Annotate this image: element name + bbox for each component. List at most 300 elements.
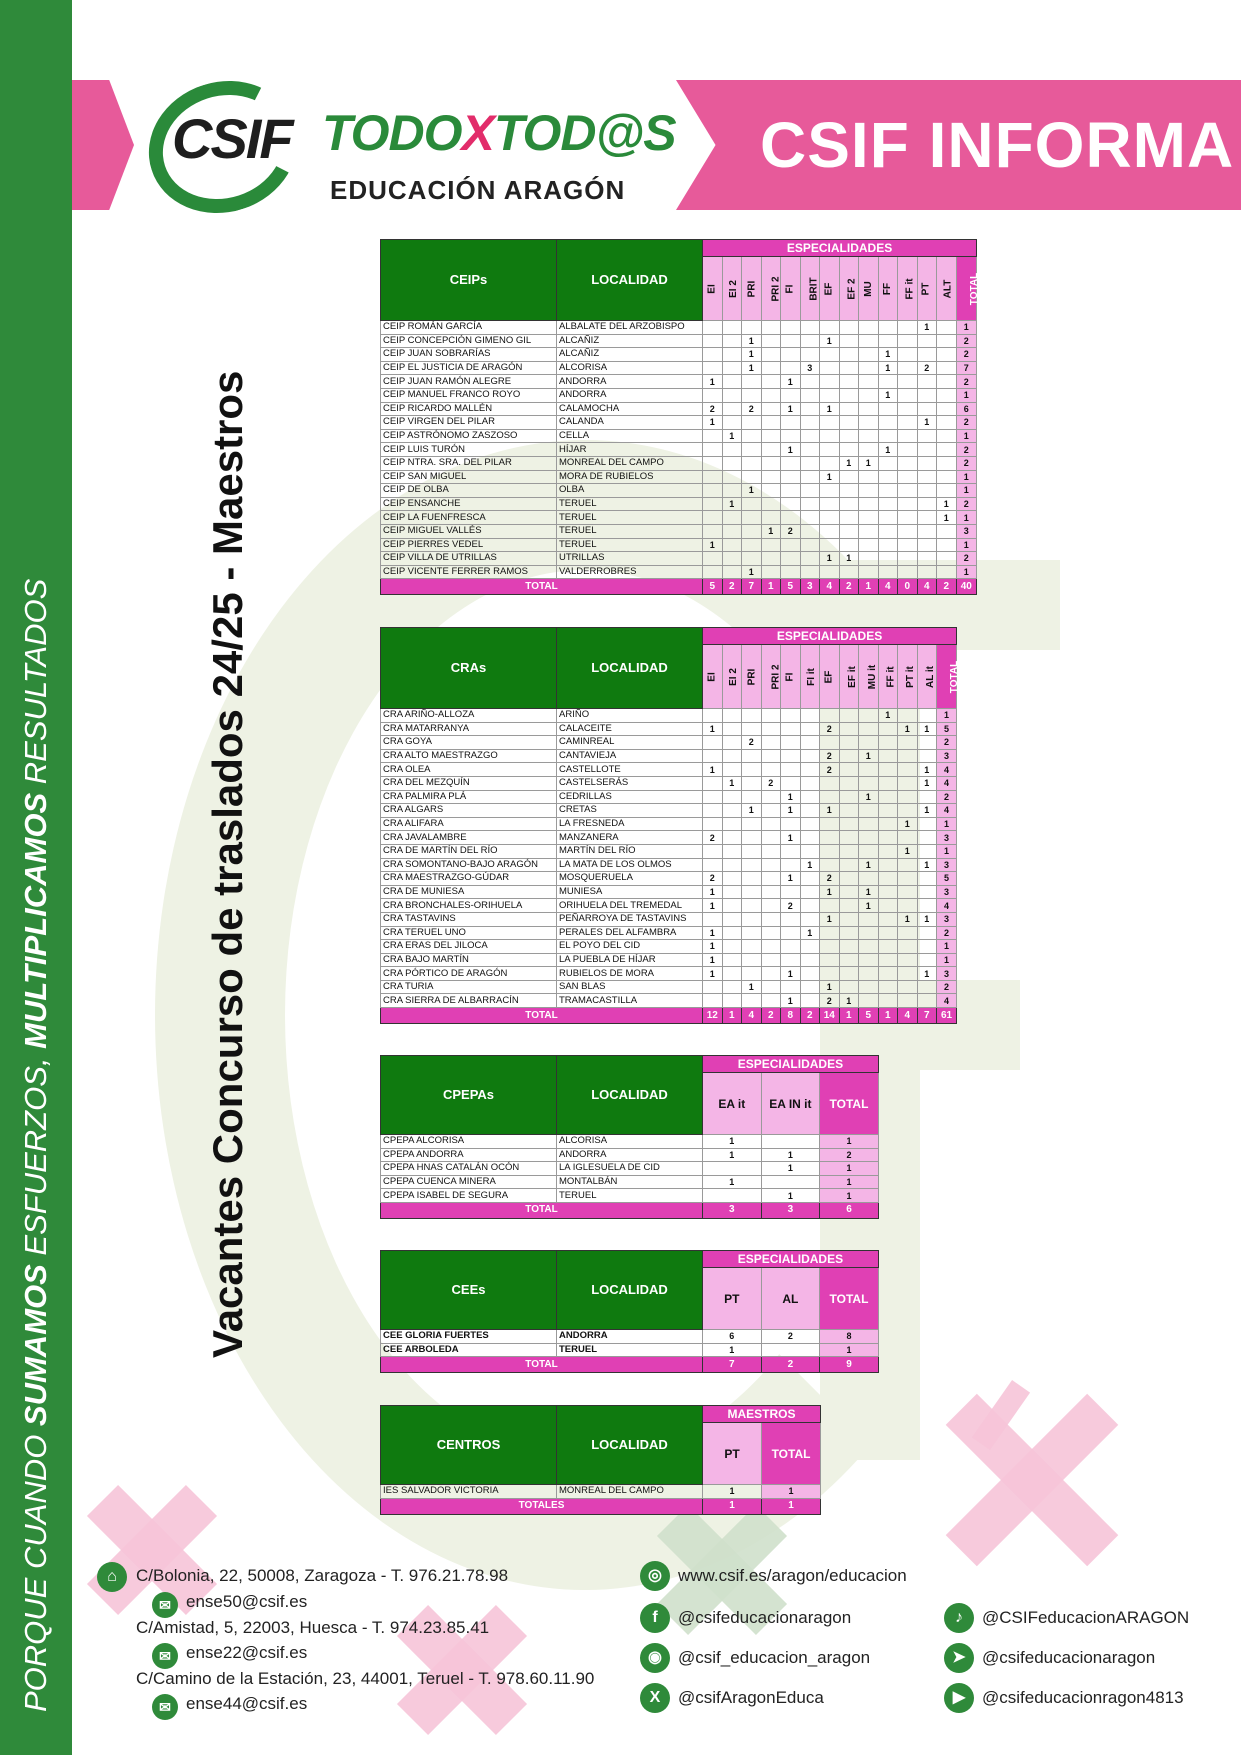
table-row — [381, 524, 977, 538]
vacancy-cell — [703, 552, 723, 566]
vacancy-cell — [820, 776, 840, 790]
vacancy-cell — [820, 817, 840, 831]
specialty-header — [761, 257, 781, 321]
vacancy-cell — [859, 926, 879, 940]
vacancy-cell: 1 — [781, 402, 801, 416]
vacancy-cell — [781, 388, 801, 402]
locality-cell: CAMINREAL — [557, 736, 703, 750]
vacancy-cell — [800, 538, 820, 552]
vacancy-cell — [859, 763, 879, 777]
vacancy-cell — [761, 470, 781, 484]
vacancy-cell — [761, 429, 781, 443]
vacancy-cell — [781, 470, 801, 484]
vacancy-cell — [703, 736, 723, 750]
vacancy-cell — [800, 912, 820, 926]
specialty-label: EI 2 — [727, 667, 739, 686]
vacancy-cell — [937, 456, 957, 470]
vacancy-cell: 2 — [917, 361, 937, 375]
center-name-cell: CPEPA CUENCA MINERA — [381, 1175, 557, 1189]
telegram-icon: ➤ — [944, 1643, 974, 1673]
center-name-cell: CEE GLORIA FUERTES — [381, 1330, 557, 1344]
vacancy-cell — [742, 375, 762, 389]
vacancy-cell — [781, 497, 801, 511]
vacancy-cell: 1 — [781, 994, 801, 1008]
x-link[interactable]: @csifAragonEduca — [678, 1688, 824, 1707]
vacancy-cell — [800, 709, 820, 723]
vacancy-cell — [800, 940, 820, 954]
center-name-cell: CRA DEL MEZQUÍN — [381, 776, 557, 790]
vacancy-cell — [800, 844, 820, 858]
vacancy-cell — [781, 511, 801, 525]
locality-cell: MANZANERA — [557, 831, 703, 845]
specialty-label: EI — [706, 671, 718, 682]
facebook-link[interactable]: @csifeducacionaragon — [678, 1608, 852, 1627]
specialty-header — [742, 645, 762, 709]
vacancy-cell — [781, 763, 801, 777]
vacancy-cell — [898, 552, 918, 566]
vacancy-cell — [703, 790, 723, 804]
row-total-cell: 2 — [956, 552, 977, 566]
vacancy-cell: 1 — [859, 899, 879, 913]
center-name-cell: CEE ARBOLEDA — [381, 1343, 557, 1357]
email-huesca[interactable]: ense22@csif.es — [186, 1643, 308, 1662]
row-total-cell: 1 — [956, 470, 977, 484]
tiktok-link[interactable]: @CSIFeducacionARAGON — [982, 1608, 1190, 1627]
vacancy-cell — [781, 817, 801, 831]
vacancy-cell — [820, 524, 840, 538]
vacancy-cell — [878, 858, 898, 872]
vacancy-cell — [898, 831, 918, 845]
table-row — [381, 402, 977, 416]
vacancy-cell — [820, 321, 840, 335]
vacancy-cell — [761, 321, 781, 335]
vacancy-cell — [878, 722, 898, 736]
email-zaragoza[interactable]: ense50@csif.es — [186, 1592, 308, 1611]
vacancy-cell: 1 — [703, 1485, 762, 1499]
totals-row — [381, 1008, 957, 1024]
table-row — [381, 749, 957, 763]
column-total-cell: 5 — [781, 579, 801, 595]
row-total-cell: 1 — [956, 388, 977, 402]
vacancy-cell — [878, 776, 898, 790]
vacancy-cell — [917, 749, 937, 763]
row-total-cell: 4 — [937, 776, 957, 790]
vacancy-cell: 1 — [703, 1135, 762, 1149]
vacancy-cell — [839, 334, 859, 348]
table-row — [381, 361, 977, 375]
table-row — [381, 926, 957, 940]
vacancy-cell: 3 — [800, 361, 820, 375]
vacancy-cell — [761, 552, 781, 566]
vacancy-cell: 1 — [722, 497, 742, 511]
vacancy-cell — [761, 790, 781, 804]
specialty-label: EF 2 — [846, 277, 858, 300]
vacancy-cell — [703, 388, 723, 402]
totals-row — [381, 1357, 879, 1373]
vacancy-cell — [820, 443, 840, 457]
center-name-cell: CEIP MIGUEL VALLÉS — [381, 524, 557, 538]
vacancy-cell — [761, 388, 781, 402]
vacancy-cell — [800, 736, 820, 750]
vacancy-cell — [937, 321, 957, 335]
vacancy-cell — [781, 858, 801, 872]
vacancy-cell — [722, 926, 742, 940]
row-total-cell: 1 — [820, 1162, 879, 1176]
vacancy-cell — [781, 484, 801, 498]
vacancy-cell — [898, 776, 918, 790]
vacancy-cell — [761, 844, 781, 858]
vacancy-cell — [722, 565, 742, 579]
document-vertical-title: Vacantes Concurso de traslados 24/25 - Maestros — [204, 370, 251, 1358]
vacancy-cell — [917, 926, 937, 940]
vacancy-cell: 1 — [722, 429, 742, 443]
instagram-link[interactable]: @csif_educacion_aragon — [678, 1648, 871, 1667]
vacancy-cell — [898, 334, 918, 348]
specialty-label: MU it — [867, 664, 879, 689]
vacancy-cell: 2 — [742, 402, 762, 416]
vacancy-cell — [722, 844, 742, 858]
vacancy-cell — [859, 484, 879, 498]
vacancy-cell — [839, 790, 859, 804]
vacancy-cell — [722, 388, 742, 402]
vacancy-cell — [859, 844, 879, 858]
vacancy-cell — [878, 899, 898, 913]
locality-cell: ALCORISA — [557, 1135, 703, 1149]
specialty-label: PT — [920, 282, 932, 295]
table-row — [381, 321, 977, 335]
vacancy-cell — [898, 709, 918, 723]
specialty-header — [839, 645, 859, 709]
vacancy-cell — [859, 429, 879, 443]
column-total-cell: 2 — [761, 1357, 820, 1373]
total-header-label: TOTAL — [949, 660, 961, 693]
vacancy-cell — [703, 776, 723, 790]
vacancy-cell: 2 — [820, 749, 840, 763]
vacancy-cell — [742, 552, 762, 566]
vacancy-cell — [722, 804, 742, 818]
column-total-cell: 2 — [937, 579, 957, 595]
vacancy-cell: 1 — [703, 722, 723, 736]
vacancy-cell — [839, 375, 859, 389]
vacancy-cell — [917, 388, 937, 402]
vacancy-cell — [742, 456, 762, 470]
vacancy-cell — [917, 565, 937, 579]
table-row — [381, 456, 977, 470]
vacancy-cell — [898, 872, 918, 886]
vacancy-cell: 1 — [820, 470, 840, 484]
center-name-cell: CEIP VIRGEN DEL PILAR — [381, 416, 557, 430]
vacancy-cell: 1 — [781, 375, 801, 389]
table-row — [381, 497, 977, 511]
vacancy-cell — [917, 375, 937, 389]
vacancy-cell — [898, 524, 918, 538]
vacancy-cell — [761, 1175, 820, 1189]
specialty-header: PT — [703, 1423, 762, 1485]
vacancy-cell — [898, 321, 918, 335]
column-total-cell: 1 — [878, 1008, 898, 1024]
vacancy-cell — [761, 899, 781, 913]
vacancy-cell — [820, 899, 840, 913]
vacancy-cell: 1 — [703, 953, 723, 967]
vacancy-cell — [917, 443, 937, 457]
vacancy-cell — [761, 443, 781, 457]
vacancy-cell — [820, 538, 840, 552]
vacancy-cell: 1 — [742, 361, 762, 375]
cras-table — [380, 627, 961, 1024]
center-name-cell: CEIP ROMÁN GARCÍA — [381, 321, 557, 335]
vacancy-cell — [722, 885, 742, 899]
vacancy-cell — [859, 912, 879, 926]
table-row — [381, 538, 977, 552]
vacancy-cell — [898, 348, 918, 362]
row-total-cell: 2 — [937, 926, 957, 940]
row-total-cell: 3 — [937, 885, 957, 899]
vacancy-cell — [742, 912, 762, 926]
vacancy-cell — [722, 443, 742, 457]
vacancy-cell — [722, 912, 742, 926]
ceips-table — [380, 239, 980, 595]
telegram-link[interactable]: @csifeducacionaragon — [982, 1648, 1156, 1667]
vacancy-cell — [878, 497, 898, 511]
center-name-cell: CEIP VILLA DE UTRILLAS — [381, 552, 557, 566]
centros-table — [380, 1405, 821, 1515]
vacancy-cell — [898, 885, 918, 899]
vacancy-cell — [800, 552, 820, 566]
vacancy-cell — [859, 953, 879, 967]
vacancy-cell — [800, 763, 820, 777]
vacancy-cell — [781, 940, 801, 954]
vacancy-cell — [800, 749, 820, 763]
table-row — [381, 763, 957, 777]
vacancy-cell — [761, 1135, 820, 1149]
vacancy-cell: 1 — [878, 443, 898, 457]
vacancy-cell: 1 — [878, 361, 898, 375]
column-total-cell: 1 — [859, 579, 879, 595]
locality-cell: ALCORISA — [557, 361, 703, 375]
vacancy-cell: 1 — [800, 926, 820, 940]
vacancy-cell — [878, 926, 898, 940]
vacancy-cell — [917, 552, 937, 566]
table-row — [381, 552, 977, 566]
column-total-cell: 4 — [878, 579, 898, 595]
vacancy-cell — [898, 538, 918, 552]
vacancy-cell — [839, 565, 859, 579]
locality-cell: TERUEL — [557, 1343, 703, 1357]
center-name-cell: CRA ALIFARA — [381, 817, 557, 831]
vacancy-cell — [839, 953, 859, 967]
vacancy-cell — [917, 994, 937, 1008]
youtube-link[interactable]: @csifeducacionragon4813 — [982, 1688, 1184, 1707]
vacancy-cell: 1 — [722, 776, 742, 790]
center-name-cell: CEIP SAN MIGUEL — [381, 470, 557, 484]
home-icon: ⌂ — [97, 1562, 127, 1592]
vacancy-cell — [800, 348, 820, 362]
table-row — [381, 1330, 879, 1344]
specialty-label: EI — [706, 283, 718, 294]
vacancy-cell — [781, 361, 801, 375]
vacancy-cell — [761, 912, 781, 926]
vacancy-cell — [839, 736, 859, 750]
vacancy-cell — [761, 885, 781, 899]
row-total-cell: 1 — [956, 511, 977, 525]
vacancy-cell — [742, 416, 762, 430]
locality-cell: RUBIELOS DE MORA — [557, 967, 703, 981]
locality-cell: UTRILLAS — [557, 552, 703, 566]
vacancy-cell: 1 — [859, 790, 879, 804]
column-total-cell: 2 — [722, 579, 742, 595]
vacancy-cell — [722, 334, 742, 348]
vacancy-cell: 1 — [917, 858, 937, 872]
vacancy-cell: 1 — [742, 484, 762, 498]
locality-cell: ANDORRA — [557, 1330, 703, 1344]
vacancy-cell — [878, 790, 898, 804]
vacancy-cell — [800, 524, 820, 538]
cees-table — [380, 1250, 879, 1373]
row-total-cell: 1 — [956, 538, 977, 552]
column-total-cell: 61 — [937, 1008, 957, 1024]
vacancy-cell — [761, 511, 781, 525]
vacancy-cell — [917, 334, 937, 348]
center-name-cell: CEIP JUAN RAMÓN ALEGRE — [381, 375, 557, 389]
vacancy-cell — [781, 348, 801, 362]
column-total-cell: 12 — [703, 1008, 723, 1024]
vacancy-cell — [761, 1343, 820, 1357]
vacancy-cell — [761, 538, 781, 552]
center-name-cell: CEIP LUIS TURÓN — [381, 443, 557, 457]
locality-cell: ANDORRA — [557, 375, 703, 389]
vacancy-cell — [917, 429, 937, 443]
center-name-cell: CRA BAJO MARTÍN — [381, 953, 557, 967]
vacancy-cell — [722, 470, 742, 484]
specialty-label: PT it — [904, 665, 916, 688]
vacancy-cell — [917, 456, 937, 470]
row-total-cell: 4 — [937, 994, 957, 1008]
vacancy-cell — [859, 402, 879, 416]
vacancy-cell — [878, 511, 898, 525]
vacancy-cell: 6 — [703, 1330, 762, 1344]
vacancy-cell — [761, 709, 781, 723]
vacancy-cell — [742, 538, 762, 552]
vacancy-cell — [703, 484, 723, 498]
locality-cell: PERALES DEL ALFAMBRA — [557, 926, 703, 940]
vacancy-cell — [898, 763, 918, 777]
vacancy-cell — [722, 858, 742, 872]
vacancy-cell — [742, 321, 762, 335]
row-total-cell: 8 — [820, 1330, 879, 1344]
vacancy-cell — [878, 321, 898, 335]
column-total-cell: 7 — [917, 1008, 937, 1024]
table-row — [381, 885, 957, 899]
column-total-cell: 2 — [839, 579, 859, 595]
vacancy-cell — [781, 844, 801, 858]
vacancy-cell — [703, 817, 723, 831]
vacancy-cell — [839, 722, 859, 736]
vacancy-cell — [800, 872, 820, 886]
row-total-cell: 6 — [956, 402, 977, 416]
vacancy-cell — [800, 565, 820, 579]
vacancy-cell — [722, 538, 742, 552]
vacancy-cell — [839, 497, 859, 511]
vacancy-cell: 1 — [917, 912, 937, 926]
vacancy-cell — [898, 736, 918, 750]
vacancy-cell — [898, 858, 918, 872]
center-name-cell: CPEPA ISABEL DE SEGURA — [381, 1189, 557, 1203]
specialty-label: PRI — [746, 280, 758, 297]
table-row — [381, 736, 957, 750]
vacancy-cell — [761, 967, 781, 981]
vacancy-cell — [898, 980, 918, 994]
vacancy-cell — [917, 790, 937, 804]
email-teruel[interactable]: ense44@csif.es — [186, 1694, 308, 1713]
totals-label: TOTAL — [381, 1202, 703, 1218]
vacancy-cell — [859, 361, 879, 375]
vacancy-cell — [722, 402, 742, 416]
table-row — [381, 790, 957, 804]
specialty-header — [898, 645, 918, 709]
vacancy-cell — [820, 790, 840, 804]
vacancy-cell — [878, 817, 898, 831]
vacancy-cell: 1 — [781, 790, 801, 804]
col-header-locality: LOCALIDAD — [557, 1056, 703, 1135]
vacancy-cell — [839, 912, 859, 926]
vacancy-cell — [878, 736, 898, 750]
vacancy-cell — [820, 497, 840, 511]
row-total-cell: 2 — [956, 334, 977, 348]
row-total-cell: 3 — [937, 831, 957, 845]
vacancy-cell — [859, 416, 879, 430]
specialty-header: EA IN it — [761, 1073, 820, 1135]
row-total-cell: 1 — [956, 429, 977, 443]
specialty-label: EF it — [846, 665, 858, 688]
vacancy-cell — [898, 388, 918, 402]
vacancy-cell: 1 — [820, 402, 840, 416]
center-name-cell: CRA PÓRTICO DE ARAGÓN — [381, 967, 557, 981]
table-row — [381, 967, 957, 981]
col-header-locality: LOCALIDAD — [557, 240, 703, 321]
totals-label: TOTAL — [381, 1008, 703, 1024]
vacancy-cell — [878, 967, 898, 981]
vacancy-cell — [722, 953, 742, 967]
specialty-label: AL it — [924, 665, 936, 688]
vacancy-cell — [781, 722, 801, 736]
vacancy-cell: 1 — [859, 749, 879, 763]
vacancy-cell — [917, 940, 937, 954]
vacancy-cell — [859, 375, 879, 389]
column-total-cell: 1 — [839, 1008, 859, 1024]
vacancy-cell: 1 — [839, 552, 859, 566]
specialties-header: ESPECIALIDADES — [703, 628, 957, 645]
vacancy-cell — [898, 749, 918, 763]
vacancy-cell — [722, 872, 742, 886]
vacancy-cell — [722, 749, 742, 763]
column-total-cell: 3 — [703, 1202, 762, 1218]
table-row — [381, 1135, 879, 1149]
website-link[interactable]: www.csif.es/aragon/educacion — [678, 1566, 907, 1585]
specialty-header: EA it — [703, 1073, 762, 1135]
locality-cell: MOSQUERUELA — [557, 872, 703, 886]
column-total-cell: 8 — [781, 1008, 801, 1024]
column-total-cell: 4 — [917, 579, 937, 595]
youtube-icon: ▶ — [944, 1683, 974, 1713]
center-name-cell: CRA MAESTRAZGO-GÚDAR — [381, 872, 557, 886]
vacancy-cell: 1 — [859, 885, 879, 899]
center-name-cell: CEIP JUAN SOBRARÍAS — [381, 348, 557, 362]
table-row — [381, 1343, 879, 1357]
column-total-cell: 4 — [898, 1008, 918, 1024]
vacancy-cell — [878, 804, 898, 818]
table-row — [381, 872, 957, 886]
column-total-cell: 9 — [820, 1357, 879, 1373]
